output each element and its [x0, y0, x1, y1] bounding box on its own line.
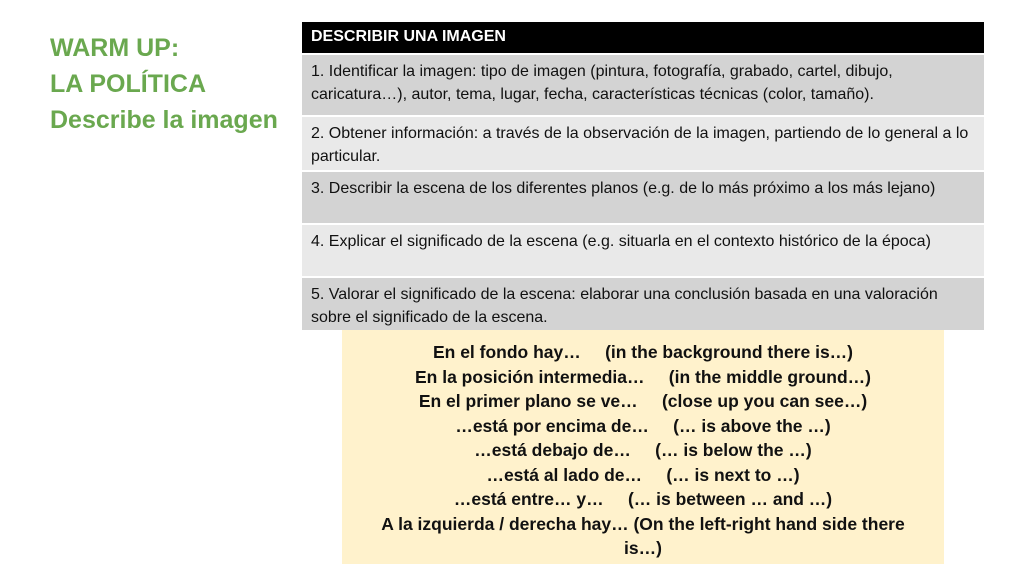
phrase-below: …está debajo de… (… is below the …) — [474, 440, 812, 460]
phrase-between: …está entre… y… (… is between … and …) — [453, 489, 833, 509]
table-row-1: 1. Identificar la imagen: tipo de imagen (pintura, fotografía, grabado, cartel, dibujo, caricatura…), autor, tema, lugar, fecha, características técnicas (color, tamaño). — [302, 53, 984, 115]
table-header: DESCRIBIR UNA IMAGEN — [302, 22, 984, 53]
phrase-middle-ground: En la posición intermedia… (in the middle ground…) — [415, 366, 871, 387]
phrase-background: En el fondo hay… (in the background there is…) — [432, 342, 854, 362]
table-row-2: 2. Obtener información: a través de la observación de la imagen, partiendo de lo general a lo particular. — [302, 115, 984, 170]
phrase-next-to: …está al lado de… (… is next to …) — [486, 464, 800, 485]
table-row-3: 3. Describir la escena de los diferentes planos (e.g. de lo más próximo a los más lejano) — [302, 170, 984, 223]
phrase-left-right: A la izquierda / derecha hay… (On the left-right hand side there is…) — [381, 513, 905, 558]
slide-title — [50, 30, 300, 138]
title-line-topic: LA POLÍTICA — [50, 70, 207, 98]
phrase-above: …está por encima de… (… is above the …) — [455, 415, 831, 436]
steps-table — [302, 22, 984, 330]
table-row-5: 5. Valorar el significado de la escena: elaborar una conclusión basada en una valoración sobre el significado de la escena. — [302, 276, 984, 330]
vocabulary-box — [342, 330, 944, 564]
table-row-4: 4. Explicar el significado de la escena (e.g. situarla en el contexto histórico de la época) — [302, 223, 984, 276]
phrase-close-up: En el primer plano se ve… (close up you can see…) — [418, 391, 868, 411]
title-line-warmup: WARM UP: — [50, 34, 180, 62]
title-line-task: Describe la imagen — [50, 106, 278, 134]
